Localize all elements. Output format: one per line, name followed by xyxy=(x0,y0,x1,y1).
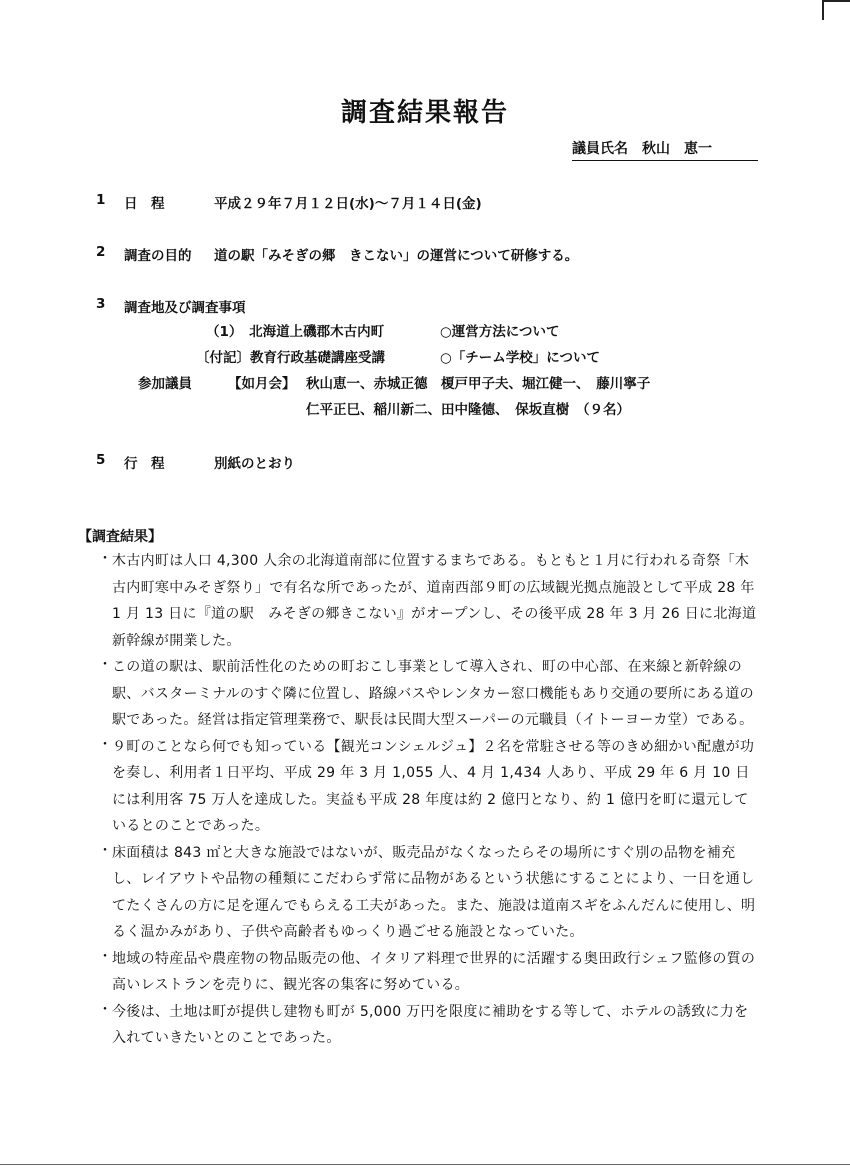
topic-item-2: ○「チーム学校」について xyxy=(440,350,601,366)
itinerary-number: 5 xyxy=(96,452,106,468)
scan-edge-right xyxy=(822,0,824,20)
scan-edge-bottom xyxy=(0,1164,850,1165)
members-group: 【如月会】 xyxy=(228,376,296,392)
members-line-2: 仁平正巳、稲川新二、田中隆德、 保坂直樹 （９名） xyxy=(306,402,630,418)
list-item-text: 床面積は 843 ㎡と大きな施設ではないが、販売品がなくなったらその場所にすぐ別の品物を補充し、レイアウトや品物の種類にこだわらず常に品物があるという状態にすることにより、一日を通してたくさんの方に足を運んでもらえる工夫があった。また、施設は道南スギをふんだんに使用し、明るく温かみがあり、子供や高齢者もゆっくり過ごせる施設となっていた。 xyxy=(112,844,756,940)
author-name: 秋山 恵一 xyxy=(642,141,712,157)
list-item: ・ 木古内町は人口 4,300 人余の北海道南部に位置するまちである。もともと１月に行われる奇祭「木古内町寒中みそぎ祭り」で有名な所であったが、道南西部９町の広域観光拠点施設として平成 28 年 1 月 13 日に『道の駅 みそぎの郷きこない』がオープンし、その後平成 28 年 3 月 26 日に北海道新幹線が開業した。 xyxy=(98,551,757,649)
purpose-number: 2 xyxy=(96,244,106,260)
author-label: 議員氏名 xyxy=(572,141,628,157)
results-list xyxy=(96,548,762,1052)
members-line-1: 秋山恵一、赤城正德 榎戸甲子夫、堀江健一、 藤川寧子 xyxy=(306,376,651,392)
list-item-text: 今後は、土地は町が提供し建物も町が 5,000 万円を限度に補助をする等して、ホテルの誘致に力を入れていきたいとのことであった。 xyxy=(112,1003,749,1046)
places-label: 調査地及び調査事項 xyxy=(124,300,246,316)
author-line xyxy=(572,138,758,161)
itinerary-value: 別紙のとおり xyxy=(214,456,295,472)
list-item-text: ９町のことなら何でも知っている【観光コンシェルジュ】２名を常駐させる等のきめ細かい配慮が功を奏し、利用者１日平均、平成 29 年 3 月 1,055 人、4 月 1,434 人あり、平成 29 年 6 月 10 日には利用客 75 万人を達成した。実益も平成 28 年度は約 2 億円となり、約 1 億円を町に還元しているとのことであった。 xyxy=(112,738,755,834)
purpose-value: 道の駅「みそぎの郷 きこない」の運営について研修する。 xyxy=(214,248,579,264)
scan-edge-top xyxy=(822,0,850,2)
place-item-1: （1） 北海道上磯郡木古内町 xyxy=(206,324,385,340)
list-item: ・ 地域の特産品や農産物の物品販売の他、イタリア料理で世界的に活躍する奥田政行シェフ監修の質の高いレストランを売りに、観光客の集客に努めている。 xyxy=(98,948,756,993)
itinerary-label: 行 程 xyxy=(124,456,165,472)
place-item-2: 〔付記〕教育行政基礎講座受講 xyxy=(196,350,385,366)
list-item: ・ この道の駅は、駅前活性化のための町おこし事業として導入され、町の中心部、在来線と新幹線の駅、バスターミナルのすぐ隣に位置し、路線バスやレンタカー窓口機能もあり交通の要所にある道の駅であった。経営は指定管理業務で、駅長は民間大型スーパーの元職員（イトーヨーカ堂）である。 xyxy=(98,657,754,728)
schedule-number: 1 xyxy=(96,192,106,208)
list-item: ・ 今後は、土地は町が提供し建物も町が 5,000 万円を限度に補助をする等して、ホテルの誘致に力を入れていきたいとのことであった。 xyxy=(98,1001,749,1046)
page-title: 調査結果報告 xyxy=(340,98,509,128)
topic-item-1: ○運営方法について xyxy=(440,324,560,340)
list-item: ・ 床面積は 843 ㎡と大きな施設ではないが、販売品がなくなったらその場所にすぐ別の品物を補充し、レイアウトや品物の種類にこだわらず常に品物があるという状態にすることにより、一日を通してたくさんの方に足を運んでもらえる工夫があった。また、施設は道南スギをふんだんに使用し、明るく温かみがあり、子供や高齢者もゆっくり過ごせる施設となっていた。 xyxy=(98,842,756,940)
schedule-label: 日 程 xyxy=(124,196,165,212)
purpose-label: 調査の目的 xyxy=(124,248,192,264)
list-item-text: 地域の特産品や農産物の物品販売の他、イタリア料理で世界的に活躍する奥田政行シェフ監修の質の高いレストランを売りに、観光客の集客に努めている。 xyxy=(112,950,756,993)
results-heading: 【調査結果】 xyxy=(78,529,162,545)
places-number: 3 xyxy=(96,296,106,312)
list-item-text: この道の駅は、駅前活性化のための町おこし事業として導入され、町の中心部、在来線と新幹線の駅、バスターミナルのすぐ隣に位置し、路線バスやレンタカー窓口機能もあり交通の要所にある道の駅であった。経営は指定管理業務で、駅長は民間大型スーパーの元職員（イトーヨーカ堂）である。 xyxy=(112,659,754,728)
schedule-value: 平成２９年７月１２日(水)～７月１４日(金) xyxy=(214,196,482,212)
list-item-text: 木古内町は人口 4,300 人余の北海道南部に位置するまちである。もともと１月に行われる奇祭「木古内町寒中みそぎ祭り」で有名な所であったが、道南西部９町の広域観光拠点施設として平成 28 年 1 月 13 日に『道の駅 みそぎの郷きこない』がオープンし、その後平成 28 年 3 月 26 日に北海道新幹線が開業した。 xyxy=(112,553,757,649)
list-item: ・ ９町のことなら何でも知っている【観光コンシェルジュ】２名を常駐させる等のきめ細かい配慮が功を奏し、利用者１日平均、平成 29 年 3 月 1,055 人、4 月 1,434 人あり、平成 29 年 6 月 10 日には利用客 75 万人を達成した。実益も平成 28 年度は約 2 億円となり、約 1 億円を町に還元しているとのことであった。 xyxy=(98,736,755,834)
members-label: 参加議員 xyxy=(138,376,192,392)
